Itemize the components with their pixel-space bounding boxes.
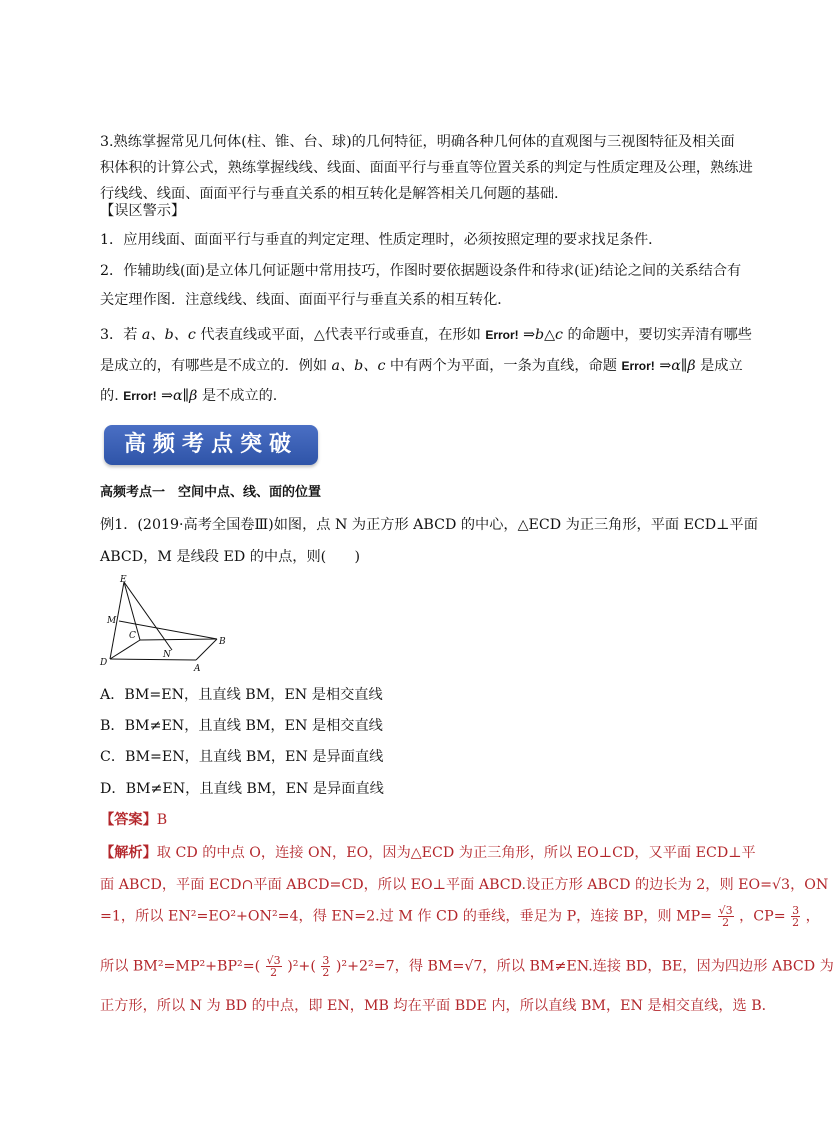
label-M: M (107, 616, 117, 626)
label-E: E (120, 575, 127, 585)
example-line-1: 例1．(2019·高考全国卷Ⅲ)如图，点 N 为正方形 ABCD 的中心，△ECD 为正三角形，平面 ECD⊥平面 (100, 517, 758, 533)
edge-DC (110, 640, 140, 659)
label-D: D (100, 658, 108, 668)
label-A: A (194, 664, 201, 674)
error-field-placeholder: Error! (621, 359, 655, 373)
analysis-line-2: 面 ABCD，平面 ECD∩平面 ABCD=CD，所以 EO⊥平面 ABCD.设正方形 ABCD 的边长为 2，则 EO=√3，ON (100, 877, 829, 893)
analysis-line-5: 正方形，所以 N 为 BD 的中点，即 EN，MB 均在平面 BDE 内，所以直线 BM，EN 是相交直线，选 B． (100, 998, 776, 1014)
intro-line-3: 行线线、线面、面面平行与垂直关系的相互转化是解答相关几何题的基础. (100, 186, 559, 202)
option-d: D．BM≠EN，且直线 BM，EN 是异面直线 (100, 781, 384, 797)
geometry-figure (100, 575, 240, 675)
fraction: $\frac{√3}{2}$ (266, 954, 281, 979)
warning-item-3-line-3: 的. Error! ⇒α∥β 是不成立的. (100, 388, 278, 404)
error-field-placeholder: Error! (485, 328, 519, 342)
section-banner (104, 425, 318, 465)
fraction: $\frac{3}{2}$ (322, 954, 330, 979)
answer-label: 【答案】 (100, 812, 157, 828)
edge-DA (110, 659, 196, 660)
example-line-2: ABCD，M 是线段 ED 的中点，则( ) (100, 549, 361, 565)
answer-value: B (156, 812, 168, 828)
intro-line-2: 积体积的计算公式，熟练掌握线线、线面、面面平行与垂直等位置关系的判定与性质定理及公理，熟练进 (100, 160, 753, 176)
section-title: 高频考点一 空间中点、线、面的位置 (100, 485, 322, 500)
option-b: B．BM≠EN，且直线 BM，EN 是相交直线 (100, 718, 383, 734)
warning-item-3-line-2: 是成立的，有哪些是不成立的．例如 a、b、c 中有两个为平面，一条为直线，命题 Error! ⇒α∥β 是成立 (100, 358, 743, 374)
option-a: A．BM=EN，且直线 BM，EN 是相交直线 (100, 687, 383, 703)
label-N: N (163, 650, 171, 660)
error-field-placeholder: Error! (123, 389, 157, 403)
analysis-line-4: 所以 BM²=MP²+BP²=( $\frac{√3}{2}$ )²+( $\frac{3}{2}$ )²+2²=7，得 BM=√7，所以 BM≠EN.连接 BD，BE，因为四边形 ABCD 为 (100, 954, 834, 979)
banner-label: 高频考点突破 (123, 432, 298, 457)
label-B: B (219, 637, 226, 647)
intro-line-1: 3.熟练掌握常见几何体(柱、锥、台、球)的几何特征，明确各种几何体的直观图与三视图特征及相关面 (100, 134, 735, 150)
warning-item-2-line-2: 关定理作图．注意线线、线面、面面平行与垂直关系的相互转化． (100, 292, 512, 308)
option-c: C．BM=EN，且直线 BM，EN 是异面直线 (100, 749, 384, 765)
warning-item-3-line-1: 3．若 a、b、c 代表直线或平面，△代表平行或垂直，在形如 Error! ⇒b△c 的命题中，要切实弄清有哪些 (100, 327, 752, 343)
fraction: $\frac{3}{2}$ (792, 904, 800, 929)
warning-item-1: 1．应用线面、面面平行与垂直的判定定理、性质定理时，必须按照定理的要求找足条件． (100, 232, 663, 248)
analysis-label: 【解析】 (100, 845, 157, 861)
fraction: $\frac{√3}{2}$ (718, 904, 733, 929)
edge-CB (140, 639, 217, 640)
analysis-line-1: 【解析】取 CD 的中点 O，连接 ON，EO，因为△ECD 为正三角形，所以 EO⊥CD，又平面 ECD⊥平 (100, 845, 756, 861)
edge-AB (196, 639, 217, 660)
warning-item-2-line-1: 2．作辅助线(面)是立体几何证题中常用技巧，作图时要依据题设条件和待求(证)结论之间的关系结合有 (100, 263, 742, 279)
analysis-line-3: =1，所以 EN²=EO²+ON²=4，得 EN=2.过 M 作 CD 的垂线，垂足为 P，连接 BP，则 MP= $\frac{√3}{2}$ ，CP= $\frac{3}{2}$ ， (100, 904, 820, 929)
label-C: C (129, 631, 136, 641)
warning-title: 【误区警示】 (100, 203, 186, 219)
answer (100, 810, 167, 830)
